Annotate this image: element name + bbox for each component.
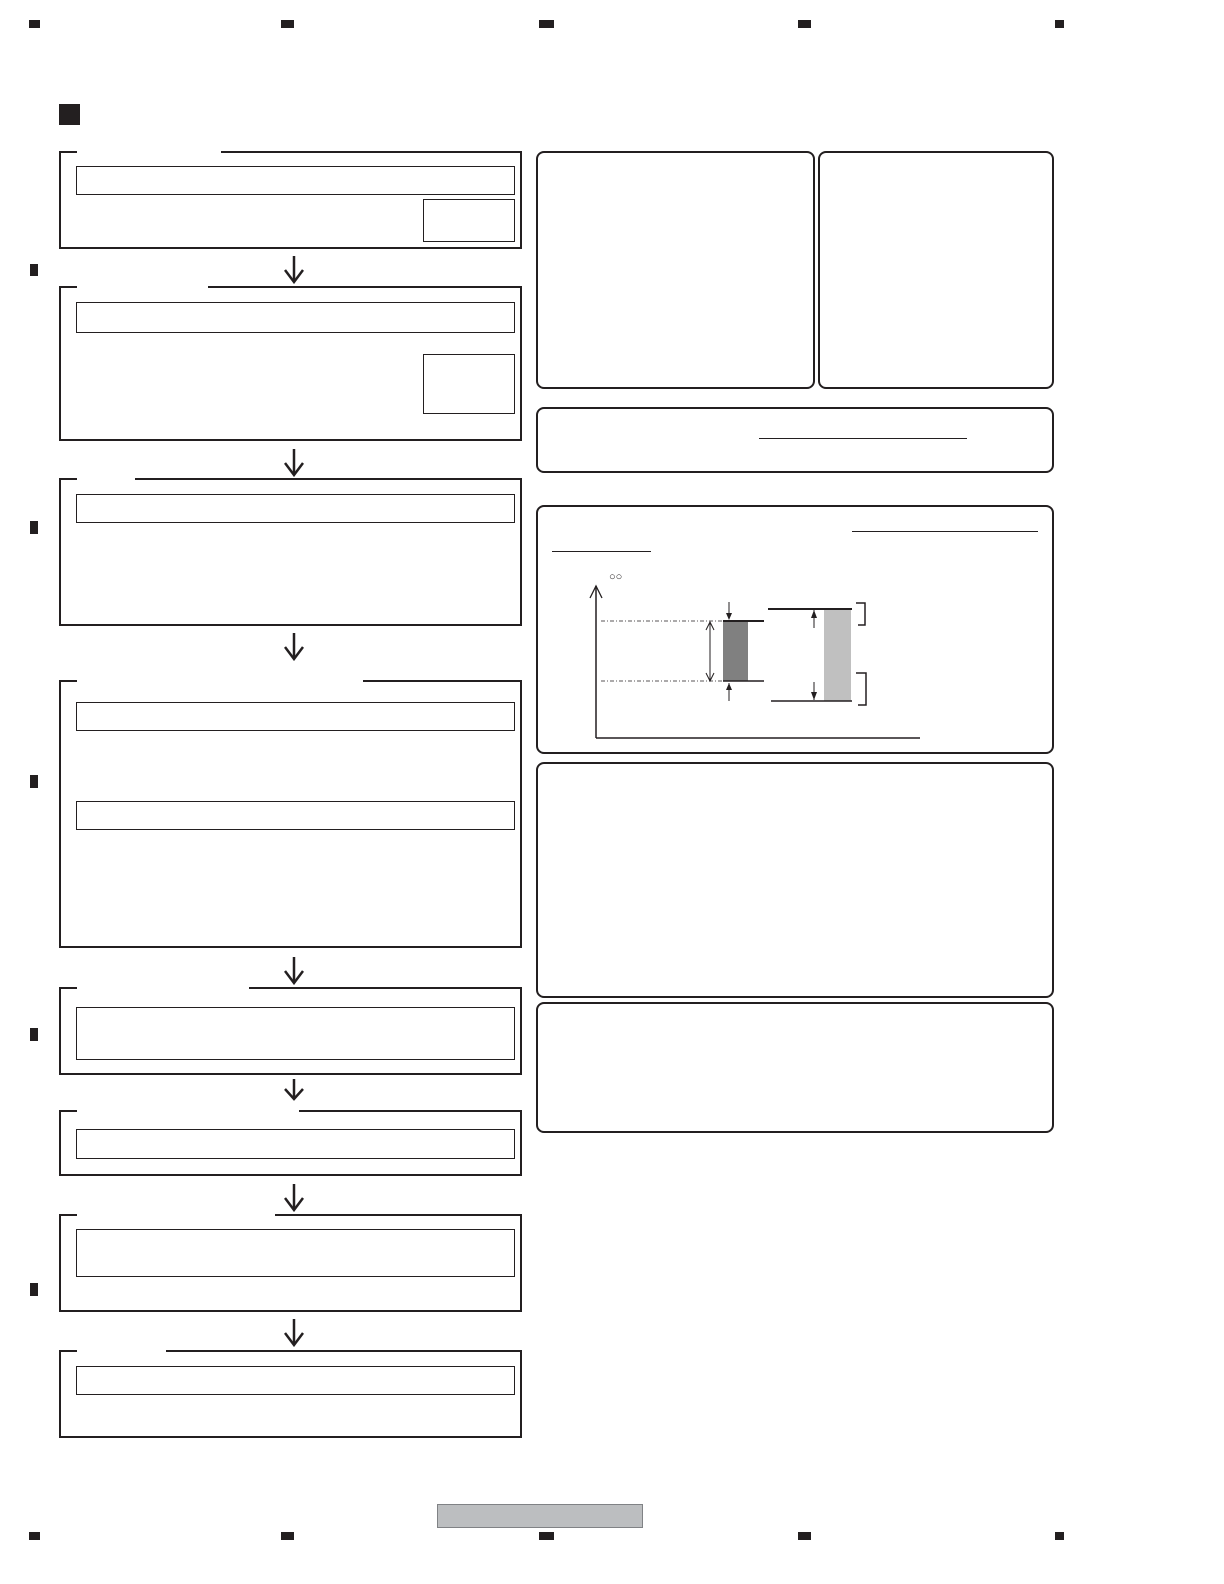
underline-rule (852, 531, 1038, 532)
note-panel-top-left (536, 151, 815, 389)
registration-mark-top-1 (29, 20, 40, 28)
flow-step-6 (59, 1110, 522, 1176)
down-arrow-icon (282, 631, 306, 661)
note-panel-middle (536, 407, 1054, 473)
step-instruction-bar (76, 166, 515, 195)
step-side-box (423, 354, 515, 414)
flow-step-3 (59, 478, 522, 626)
step-title-gap (77, 1109, 299, 1114)
step-instruction-bar (76, 702, 515, 731)
registration-mark-top-2 (281, 20, 294, 28)
note-panel-bottom (536, 1002, 1054, 1133)
down-arrow-icon (282, 1317, 306, 1347)
down-arrow-icon (282, 955, 306, 985)
underline-rule (759, 438, 967, 439)
upper-bracket (856, 603, 865, 625)
down-pointer-icon (726, 613, 732, 620)
step-title-gap (77, 150, 221, 155)
note-panel-lower (536, 762, 1054, 998)
registration-mark-top-5 (1055, 20, 1064, 28)
step-title-gap (77, 986, 249, 991)
down-arrow-icon (282, 1182, 306, 1212)
down-pointer-icon (811, 692, 817, 700)
page-number-tab (437, 1504, 643, 1528)
step-instruction-bar (76, 1007, 515, 1060)
flow-step-4 (59, 680, 522, 948)
registration-mark-bottom-4 (798, 1532, 811, 1540)
step-instruction-bar (76, 1129, 515, 1159)
down-arrow-icon (282, 254, 306, 284)
flow-step-5 (59, 987, 522, 1075)
light-level-bar (824, 609, 851, 701)
axis-symbol-label: ○○ (609, 571, 623, 583)
registration-mark-left-1 (30, 264, 38, 276)
section-title-marker (59, 104, 80, 125)
registration-mark-bottom-5 (1055, 1532, 1064, 1540)
step-instruction-bar (76, 1366, 515, 1395)
registration-mark-left-3 (30, 775, 38, 788)
registration-mark-bottom-2 (281, 1532, 294, 1540)
note-panel-top-right (818, 151, 1054, 389)
step-instruction-bar (76, 494, 515, 523)
step-title-gap (77, 1213, 275, 1218)
step-side-box (423, 199, 515, 242)
flow-step-1 (59, 151, 522, 249)
step-instruction-bar (76, 1229, 515, 1277)
dark-level-bar (723, 621, 748, 681)
flow-step-2 (59, 286, 522, 441)
level-diagram (540, 560, 920, 745)
down-arrow-icon (282, 1077, 306, 1101)
step-instruction-bar (76, 302, 515, 333)
step-title-gap (77, 679, 363, 684)
step-instruction-bar-2 (76, 801, 515, 830)
down-arrow-icon (282, 447, 306, 477)
registration-mark-left-4 (30, 1028, 38, 1041)
flow-step-7 (59, 1214, 522, 1312)
up-pointer-icon (811, 610, 817, 618)
step-title-gap (77, 477, 135, 482)
lower-bracket (856, 673, 866, 705)
registration-mark-left-2 (30, 521, 38, 534)
registration-mark-bottom-1 (29, 1532, 40, 1540)
registration-mark-bottom-3 (539, 1532, 554, 1540)
registration-mark-left-5 (30, 1283, 38, 1296)
registration-mark-top-3 (539, 20, 554, 28)
flow-step-8 (59, 1350, 522, 1438)
up-pointer-icon (726, 683, 732, 690)
underline-rule-2 (552, 551, 651, 552)
step-title-gap (77, 285, 208, 290)
registration-mark-top-4 (798, 20, 811, 28)
step-title-gap (77, 1349, 166, 1354)
